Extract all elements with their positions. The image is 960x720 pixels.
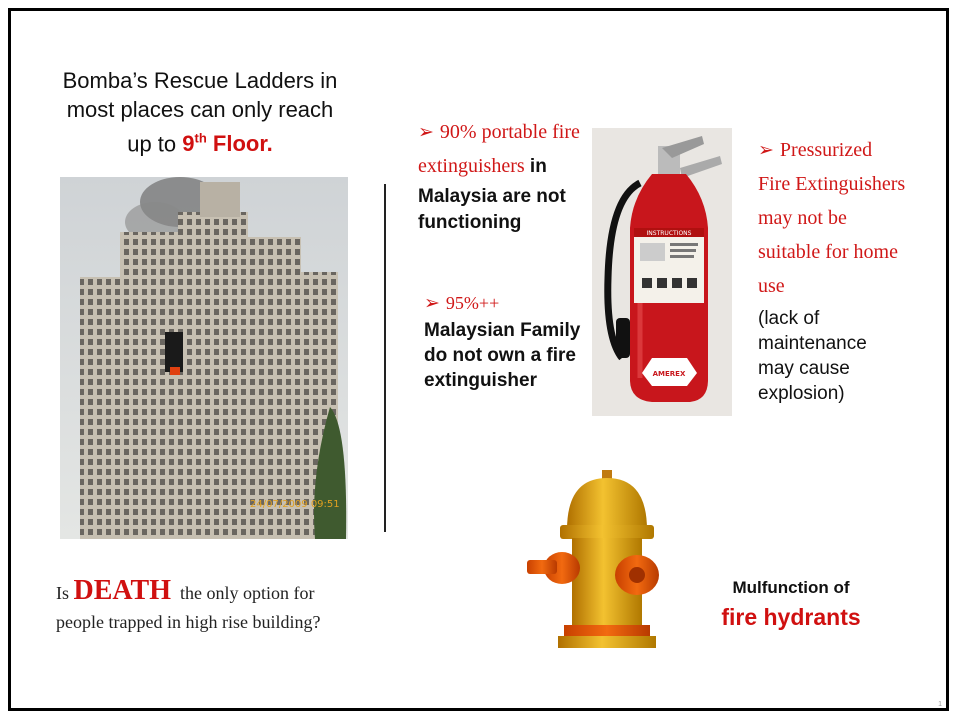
- death-rest: the only option for people trapped in high rise building?: [56, 583, 321, 632]
- ladder-line-1: Bomba’s Rescue Ladders in: [62, 68, 338, 93]
- point3-red-text: Pressurized Fire Extinguishers may not be suitable for home use: [758, 139, 906, 297]
- floor-highlight: 9th Floor.: [182, 131, 273, 157]
- hydrant-caption-line1: Mulfunction of: [732, 578, 850, 597]
- point1-inline-black: in: [524, 156, 547, 177]
- fire-extinguisher-photo: [592, 128, 732, 416]
- point3-black-text: (lack of maintenance may cause explosion): [758, 308, 867, 404]
- bullet-arrow-icon: ➢: [418, 122, 434, 143]
- fire-hydrant-image: [522, 470, 682, 660]
- point-95-percent: [424, 290, 594, 393]
- death-prefix: Is: [56, 583, 74, 603]
- page-number: 1: [938, 701, 942, 708]
- point-90-percent: [418, 116, 598, 236]
- point2-red-text: 95%++: [445, 293, 500, 313]
- extinguisher-label: INSTRUCTIONS: [646, 230, 692, 237]
- point1-black-text: Malaysia are not functioning: [418, 186, 566, 233]
- bullet-arrow-icon: ➢: [424, 293, 440, 314]
- hydrant-caption: [706, 578, 876, 631]
- photo-timestamp: 24/07/2009 09:51: [250, 499, 340, 510]
- point1-red-text: 90% portable fire extinguishers: [418, 121, 580, 177]
- death-question: [56, 576, 366, 637]
- burning-building-photo: [60, 177, 348, 539]
- extinguisher-brand: AMEREX: [652, 370, 686, 378]
- point2-black-text: Malaysian Family do not own a fire extinguisher: [424, 320, 581, 391]
- ladder-heading: [50, 66, 350, 158]
- vertical-divider: [384, 184, 386, 532]
- death-emphasis: DEATH: [73, 575, 171, 606]
- ladder-line-2: most places can only reach: [66, 97, 334, 122]
- hydrant-caption-line2: fire hydrants: [721, 604, 861, 630]
- ladder-line-3: up to: [127, 131, 183, 157]
- point-pressurized: [758, 134, 958, 406]
- bullet-arrow-icon: ➢: [758, 140, 774, 161]
